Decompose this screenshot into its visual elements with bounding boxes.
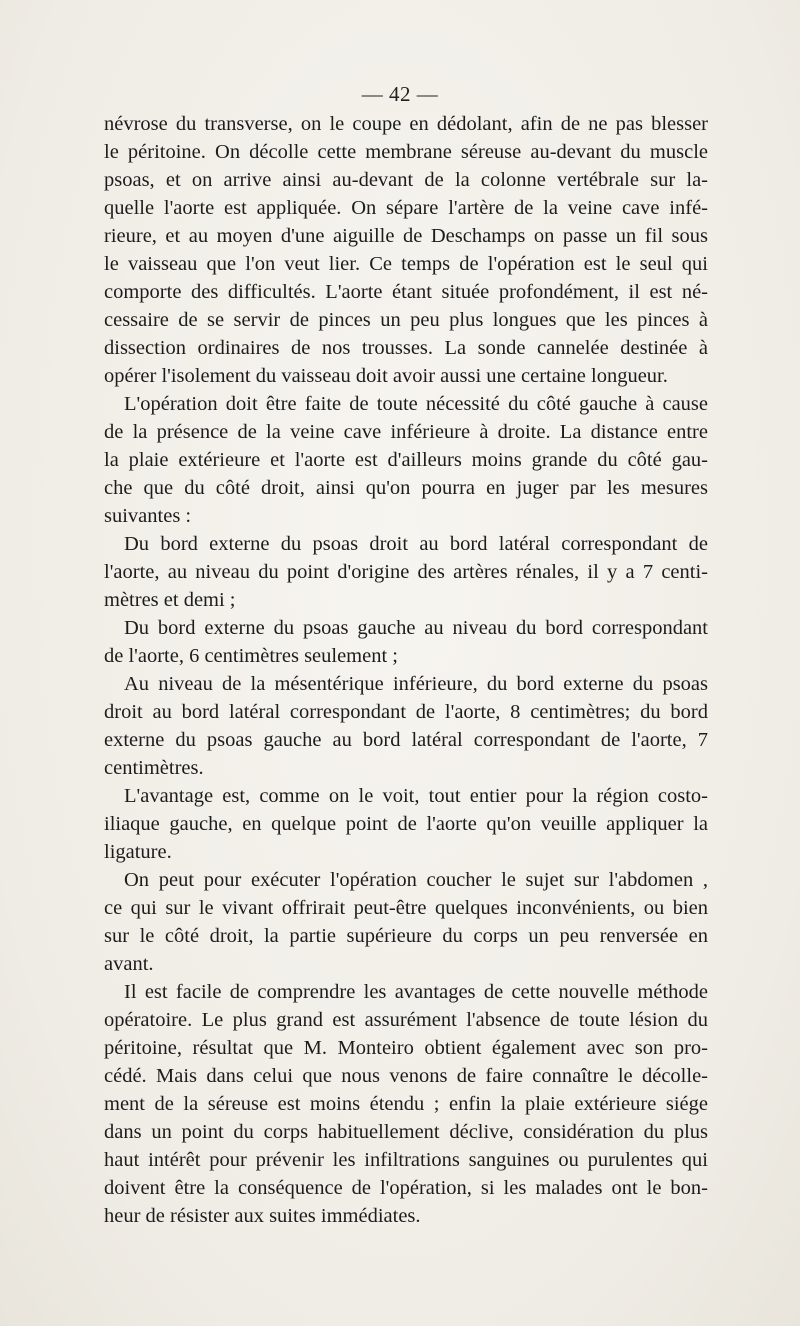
text-line: L'opération doit être faite de toute nécessité du côté gauche à cause bbox=[124, 393, 708, 415]
text-line: Il est facile de comprendre les avantages de cette nouvelle méthode bbox=[124, 981, 708, 1003]
text-line: doivent être la conséquence de l'opération, si les malades ont le bon- bbox=[104, 1177, 708, 1199]
text-line: haut intérêt pour prévenir les infiltrations sanguines ou purulentes qui bbox=[104, 1149, 708, 1171]
text-line: centimètres. bbox=[104, 757, 204, 779]
text-line: la plaie extérieure et l'aorte est d'ailleurs moins grande du côté gau- bbox=[104, 449, 708, 471]
text-line: On peut pour exécuter l'opération coucher le sujet sur l'abdomen , bbox=[124, 869, 708, 891]
text-line: dans un point du corps habituellement déclive, considération du plus bbox=[104, 1121, 708, 1143]
text-line: le péritoine. On décolle cette membrane séreuse au-devant du muscle bbox=[104, 141, 708, 163]
text-line: cédé. Mais dans celui que nous venons de faire connaître le décolle- bbox=[104, 1065, 708, 1087]
text-line: Au niveau de la mésentérique inférieure, du bord externe du psoas bbox=[124, 673, 708, 695]
body-text bbox=[104, 110, 708, 1230]
text-line: quelle l'aorte est appliquée. On sépare l'artère de la veine cave infé- bbox=[104, 197, 708, 219]
text-line: de l'aorte, 6 centimètres seulement ; bbox=[104, 645, 398, 667]
text-line: rieure, et au moyen d'une aiguille de Deschamps on passe un fil sous bbox=[104, 225, 708, 247]
text-line: ligature. bbox=[104, 841, 172, 863]
text-line: cessaire de se servir de pinces un peu plus longues que les pinces à bbox=[104, 309, 708, 331]
text-line: sur le côté droit, la partie supérieure du corps un peu renversée en bbox=[104, 925, 708, 947]
text-line: iliaque gauche, en quelque point de l'aorte qu'on veuille appliquer la bbox=[104, 813, 708, 835]
text-line: névrose du transverse, on le coupe en dédolant, afin de ne pas blesser bbox=[104, 113, 708, 135]
text-line: Du bord externe du psoas droit au bord latéral correspondant de bbox=[124, 533, 708, 555]
text-line: mètres et demi ; bbox=[104, 589, 236, 611]
text-line: comporte des difficultés. L'aorte étant située profondément, il est né- bbox=[104, 281, 708, 303]
text-line: péritoine, résultat que M. Monteiro obtient également avec son pro- bbox=[104, 1037, 708, 1059]
text-line: heur de résister aux suites immédiates. bbox=[104, 1205, 421, 1227]
page-number: — 42 — bbox=[361, 82, 439, 106]
text-line: ment de la séreuse est moins étendu ; enfin la plaie extérieure siége bbox=[104, 1093, 708, 1115]
text-line: avant. bbox=[104, 953, 154, 975]
text-line: droit au bord latéral correspondant de l'aorte, 8 centimètres; du bord bbox=[104, 701, 708, 723]
text-line: Du bord externe du psoas gauche au niveau du bord correspondant bbox=[124, 617, 708, 639]
text-line: de la présence de la veine cave inférieure à droite. La distance entre bbox=[104, 421, 708, 443]
text-line: opératoire. Le plus grand est assurément l'absence de toute lésion du bbox=[104, 1009, 708, 1031]
text-line: ce qui sur le vivant offrirait peut-être quelques inconvénients, ou bien bbox=[104, 897, 708, 919]
text-line: psoas, et on arrive ainsi au-devant de la colonne vertébrale sur la- bbox=[104, 169, 708, 191]
text-line: opérer l'isolement du vaisseau doit avoir aussi une certaine longueur. bbox=[104, 365, 668, 387]
text-line: l'aorte, au niveau du point d'origine des artères rénales, il y a 7 centi- bbox=[104, 561, 708, 583]
text-line: che que du côté droit, ainsi qu'on pourra en juger par les mesures bbox=[104, 477, 708, 499]
text-line: dissection ordinaires de nos trousses. La sonde cannelée destinée à bbox=[104, 337, 708, 359]
text-line: le vaisseau que l'on veut lier. Ce temps de l'opération est le seul qui bbox=[104, 253, 708, 275]
text-line: suivantes : bbox=[104, 505, 192, 527]
text-line: L'avantage est, comme on le voit, tout entier pour la région costo- bbox=[124, 785, 708, 807]
text-line: externe du psoas gauche au bord latéral correspondant de l'aorte, 7 bbox=[104, 729, 708, 751]
